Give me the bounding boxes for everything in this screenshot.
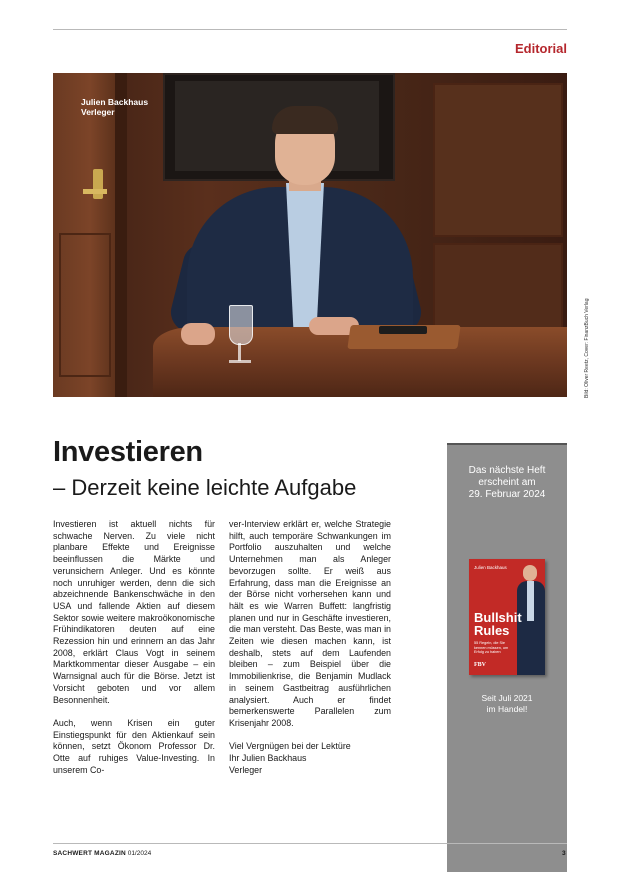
magazine-name: SACHWERT MAGAZIN [53,850,126,857]
person-hand-left [181,323,215,345]
sidebar [447,443,567,872]
body-column-2 [229,519,391,788]
publisher-logo: FBV [474,662,486,668]
door-panel [59,233,111,377]
paragraph: Auch, wenn Krisen ein guter Einstiegspunkt für den Aktienkauf sein können, setzt Ökonom Professor Dr. Otte auf ruhiges Value-Investing. In unserem Co- [53,717,215,775]
publisher-photo [53,73,567,397]
book-title: Bullshit Rules [474,610,522,638]
wall-panel-upper [433,83,563,237]
book-cover [469,559,545,675]
caption-name: Julien Backhaus [81,97,149,107]
availability-note: Seit Juli 2021 im Handel! [481,693,533,714]
photo-credit: Bild: Oliver Reetz, Cover: FinanzBuch Verlag [584,298,590,398]
sidebar-top-rule [447,443,567,445]
door-frame [115,73,127,397]
wine-glass-stem [238,343,241,361]
footer [53,850,151,857]
wine-glass [229,305,253,345]
page-number: 3 [562,850,566,857]
body-column-1 [53,519,215,788]
door-handle-plate [93,169,103,199]
next-issue-notice [447,465,567,501]
top-rule [53,29,567,30]
next-issue-line: Das nächste Heft [468,465,546,476]
signoff: Viel Vergnügen bei der Lektüre Ihr Julien Backhaus Verleger [229,741,351,775]
book-subtitle: 55 Regeln, die Sie kennen müssen, um Erfolg zu haben [474,641,509,655]
bottom-rule [53,843,567,844]
person-hair [272,106,338,134]
caption-role: Verleger [81,107,115,117]
section-label: Editorial [514,41,567,56]
issue-number: 01/2024 [127,850,152,857]
next-issue-date: 29. Februar 2024 [468,489,546,500]
headline: Investieren [53,436,203,468]
door-handle [83,189,107,194]
book-author: Julien Backhaus [474,565,507,570]
figure-head [523,565,537,581]
subheadline: – Derzeit keine leichte Aufgabe [53,475,357,500]
photo-caption [81,97,148,117]
smartphone [379,326,427,334]
next-issue-line: erscheint am [478,477,536,488]
paragraph: ver-Interview erklärt er, welche Strategie hilft, auch temporäre Schwankungen im Portfolio auszuhalten und welche Unternehmen man als Anleger bevorzugen sollte. Er weiß aus Erfahrung, dass man die Ereignisse an der Börse nicht vorhersehen kann und hält es wie Warren Buffett: langfristig planen und nur in Geschäfte investieren, die man versteht. Das Beste, was man in Zeiten wie diesen machen kann, ist deshalb, stets auf dem Laufenden bleiben – zum Beispiel über die Immobilienkrise, die Benjamin Mudlack in seinem Gastbeitrag ausführlichen analysiert. Auch er findet bemerkenswerte Parallelen zum Krisenjahr 2008. [229,519,391,728]
figure-shirt [527,581,534,621]
wine-glass-base [229,360,251,363]
paragraph: Investieren ist aktuell nichts für schwache Nerven. Zu viele nicht planbare Effekte und Ereignisse beeinflussen die Märkte und verunsichern Anleger. Und es könnte noch unruhiger werden, denn die sich abzeichnende Bankenschwäche in den USA und fallende Aktien auf diesem Sektor sowie weitere makroökonomische Frühindikatoren deuten auf eine Rezession hin und erinnern an das Jahr 2008, erklärt Claus Vogt in seinem Marktkommentar dieser Ausgabe – ein Warnsignal auch für die Börse. Jetzt ist Vorsicht geboten und vor allem Besonnenheit. [53,519,215,705]
